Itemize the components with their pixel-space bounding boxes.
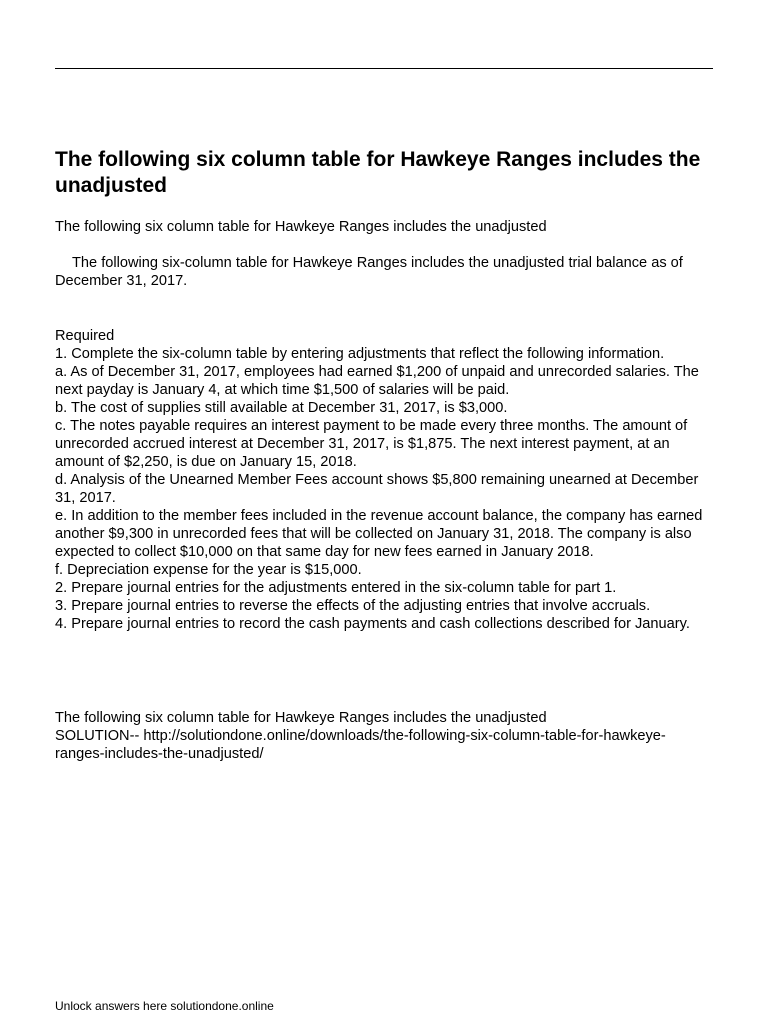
solution-link[interactable]: SOLUTION-- http://solutiondone.online/downloads/the-following-six-column-table-for-hawkeye-ranges-includes-the-unadjusted/	[55, 728, 666, 762]
subtitle: The following six column table for Hawkeye Ranges includes the unadjusted	[55, 219, 547, 235]
requirement-item: 4. Prepare journal entries to record the cash payments and cash collections described for January.	[55, 616, 690, 632]
solution-title: The following six column table for Hawkeye Ranges includes the unadjusted	[55, 710, 547, 726]
footer-text: Unlock answers here solutiondone.online	[55, 999, 274, 1013]
page-title: The following six column table for Hawkeye Ranges includes the unadjusted	[55, 148, 701, 197]
requirement-item: 3. Prepare journal entries to reverse the effects of the adjusting entries that involve accruals.	[55, 598, 651, 614]
requirement-item: e. In addition to the member fees included in the revenue account balance, the company has earned another $9,300 in unrecorded fees that will be collected on January 31, 2018. The company is also expected to collect $10,000 on that same day for new fees earned in January 2018.	[55, 508, 703, 560]
requirement-item: b. The cost of supplies still available at December 31, 2017, is $3,000.	[55, 400, 508, 416]
requirement-item: 2. Prepare journal entries for the adjustments entered in the six-column table for part 1.	[55, 580, 617, 596]
solution-section	[55, 709, 715, 763]
requirement-item: d. Analysis of the Unearned Member Fees account shows $5,800 remaining unearned at December 31, 2017.	[55, 472, 699, 506]
requirements-section	[55, 327, 715, 633]
required-heading: Required	[55, 328, 115, 344]
requirement-item: 1. Complete the six-column table by entering adjustments that reflect the following information.	[55, 346, 665, 362]
requirement-item: c. The notes payable requires an interest payment to be made every three months. The amount of unrecorded accrued interest at December 31, 2017, is $1,875. The next interest payment, at an amount of $2,250, is due on January 15, 2018.	[55, 418, 688, 470]
requirement-item: a. As of December 31, 2017, employees had earned $1,200 of unpaid and unrecorded salaries. The next payday is January 4, at which time $1,500 of salaries will be paid.	[55, 364, 699, 398]
intro-paragraph: The following six-column table for Hawkeye Ranges includes the unadjusted trial balance as of December 31, 2017.	[55, 255, 683, 289]
requirement-item: f. Depreciation expense for the year is $15,000.	[55, 562, 362, 578]
top-divider	[55, 68, 713, 69]
